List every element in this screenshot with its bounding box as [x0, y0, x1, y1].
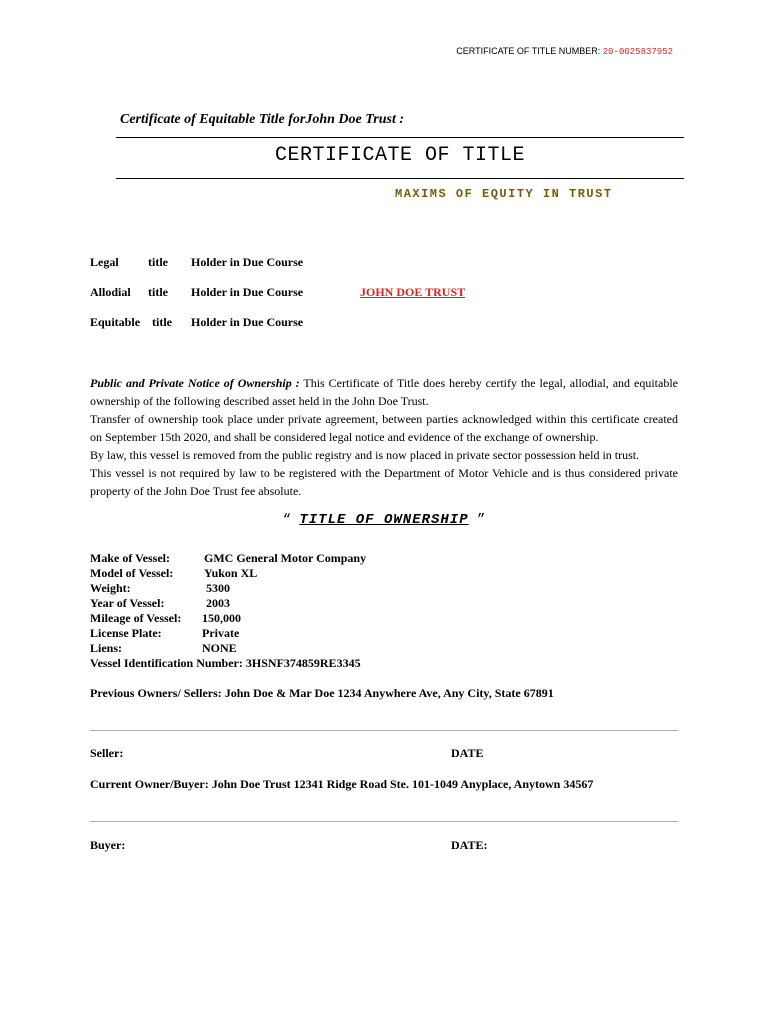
spec-make — [90, 551, 367, 566]
page-title: CERTIFICATE OF TITLE — [274, 144, 526, 167]
spec-mileage — [90, 611, 241, 626]
ownership-heading — [0, 512, 768, 528]
title-type: Legal — [90, 255, 119, 269]
notice-paragraph: Transfer of ownership took place under private agreement, between parties acknowledged within this certificate created on September 15th 2020, and shall be considered legal notice and evidence of the exchange of ownership. — [90, 412, 678, 444]
buyer-label: Buyer: — [90, 838, 126, 852]
spec-weight — [90, 581, 230, 596]
spec-value: 3HSNF374859RE3345 — [245, 656, 361, 670]
spec-vin — [90, 656, 361, 671]
spec-label: Make of Vessel: — [90, 551, 170, 565]
ownership-notice — [90, 374, 678, 500]
seller-date-label: DATE — [451, 746, 484, 760]
equitable-title-heading: Certificate of Equitable Title forJohn Doe Trust : — [120, 112, 405, 127]
spec-label: Mileage of Vessel: — [90, 611, 182, 625]
spec-label: Year of Vessel: — [90, 596, 165, 610]
notice-label: Public and Private Notice of Ownership : — [90, 376, 300, 390]
spec-value: Private — [202, 626, 240, 640]
spec-plate — [90, 626, 240, 641]
seller-signature-line — [90, 730, 678, 731]
spec-model — [90, 566, 258, 581]
buyer-signature-line — [90, 821, 678, 822]
spec-value: 5300 — [206, 581, 230, 595]
buyer-date-label: DATE: — [451, 838, 488, 852]
spec-label: Liens: — [90, 641, 123, 655]
spec-liens — [90, 641, 237, 656]
title-holder: Holder in Due Course — [191, 315, 304, 329]
top-rule — [116, 137, 684, 138]
open-quote: “ — [282, 512, 300, 528]
notice-paragraph: This vessel is not required by law to be registered with the Department of Motor Vehicle and is thus considered private property of the John Doe Trust fee absolute. — [90, 466, 678, 498]
ownership-heading-text: TITLE OF OWNERSHIP — [299, 512, 469, 528]
trust-name: JOHN DOE TRUST — [360, 285, 466, 299]
certificate-number-label: CERTIFICATE OF TITLE NUMBER: — [456, 46, 601, 56]
previous-owners: Previous Owners/ Sellers: John Doe & Mar Doe 1234 Anywhere Ave, Any City, State 67891 — [90, 686, 554, 700]
spec-label: Model of Vessel: — [90, 566, 174, 580]
certificate-number — [456, 46, 673, 57]
certificate-number-value: 20-0025837952 — [602, 47, 673, 57]
maxims-subtitle: MAXIMS OF EQUITY IN TRUST — [395, 187, 613, 201]
title-holder: Holder in Due Course — [191, 255, 304, 269]
title-type: Equitable — [90, 315, 141, 329]
current-owner: Current Owner/Buyer: John Doe Trust 12341 Ridge Road Ste. 101-1049 Anyplace, Anytown 34567 — [90, 777, 594, 791]
spec-value: 150,000 — [202, 611, 241, 625]
title-word: title — [148, 255, 168, 269]
spec-label: Weight: — [90, 581, 131, 595]
spec-label: License Plate: — [90, 626, 162, 640]
title-word: title — [148, 285, 168, 299]
close-quote: ” — [468, 512, 486, 528]
spec-value: NONE — [202, 641, 237, 655]
spec-value: Yukon XL — [204, 566, 258, 580]
title-bottom-rule — [116, 178, 684, 179]
spec-value: GMC General Motor Company — [204, 551, 367, 565]
spec-year — [90, 596, 230, 611]
notice-text: This Certificate of Title does hereby certify the legal, allodial, and equitable ownership of the following described asset held in the John Doe Trust. — [90, 376, 678, 408]
notice-paragraph — [90, 374, 678, 410]
spec-label: Vessel Identification Number: — [90, 656, 243, 670]
title-type: Allodial — [90, 285, 131, 299]
spec-value: 2003 — [206, 596, 230, 610]
notice-paragraph: By law, this vessel is removed from the public registry and is now placed in private sector possession held in trust. — [90, 448, 640, 462]
title-holder: Holder in Due Course — [191, 285, 304, 299]
title-word: title — [152, 315, 172, 329]
seller-label: Seller: — [90, 746, 124, 760]
